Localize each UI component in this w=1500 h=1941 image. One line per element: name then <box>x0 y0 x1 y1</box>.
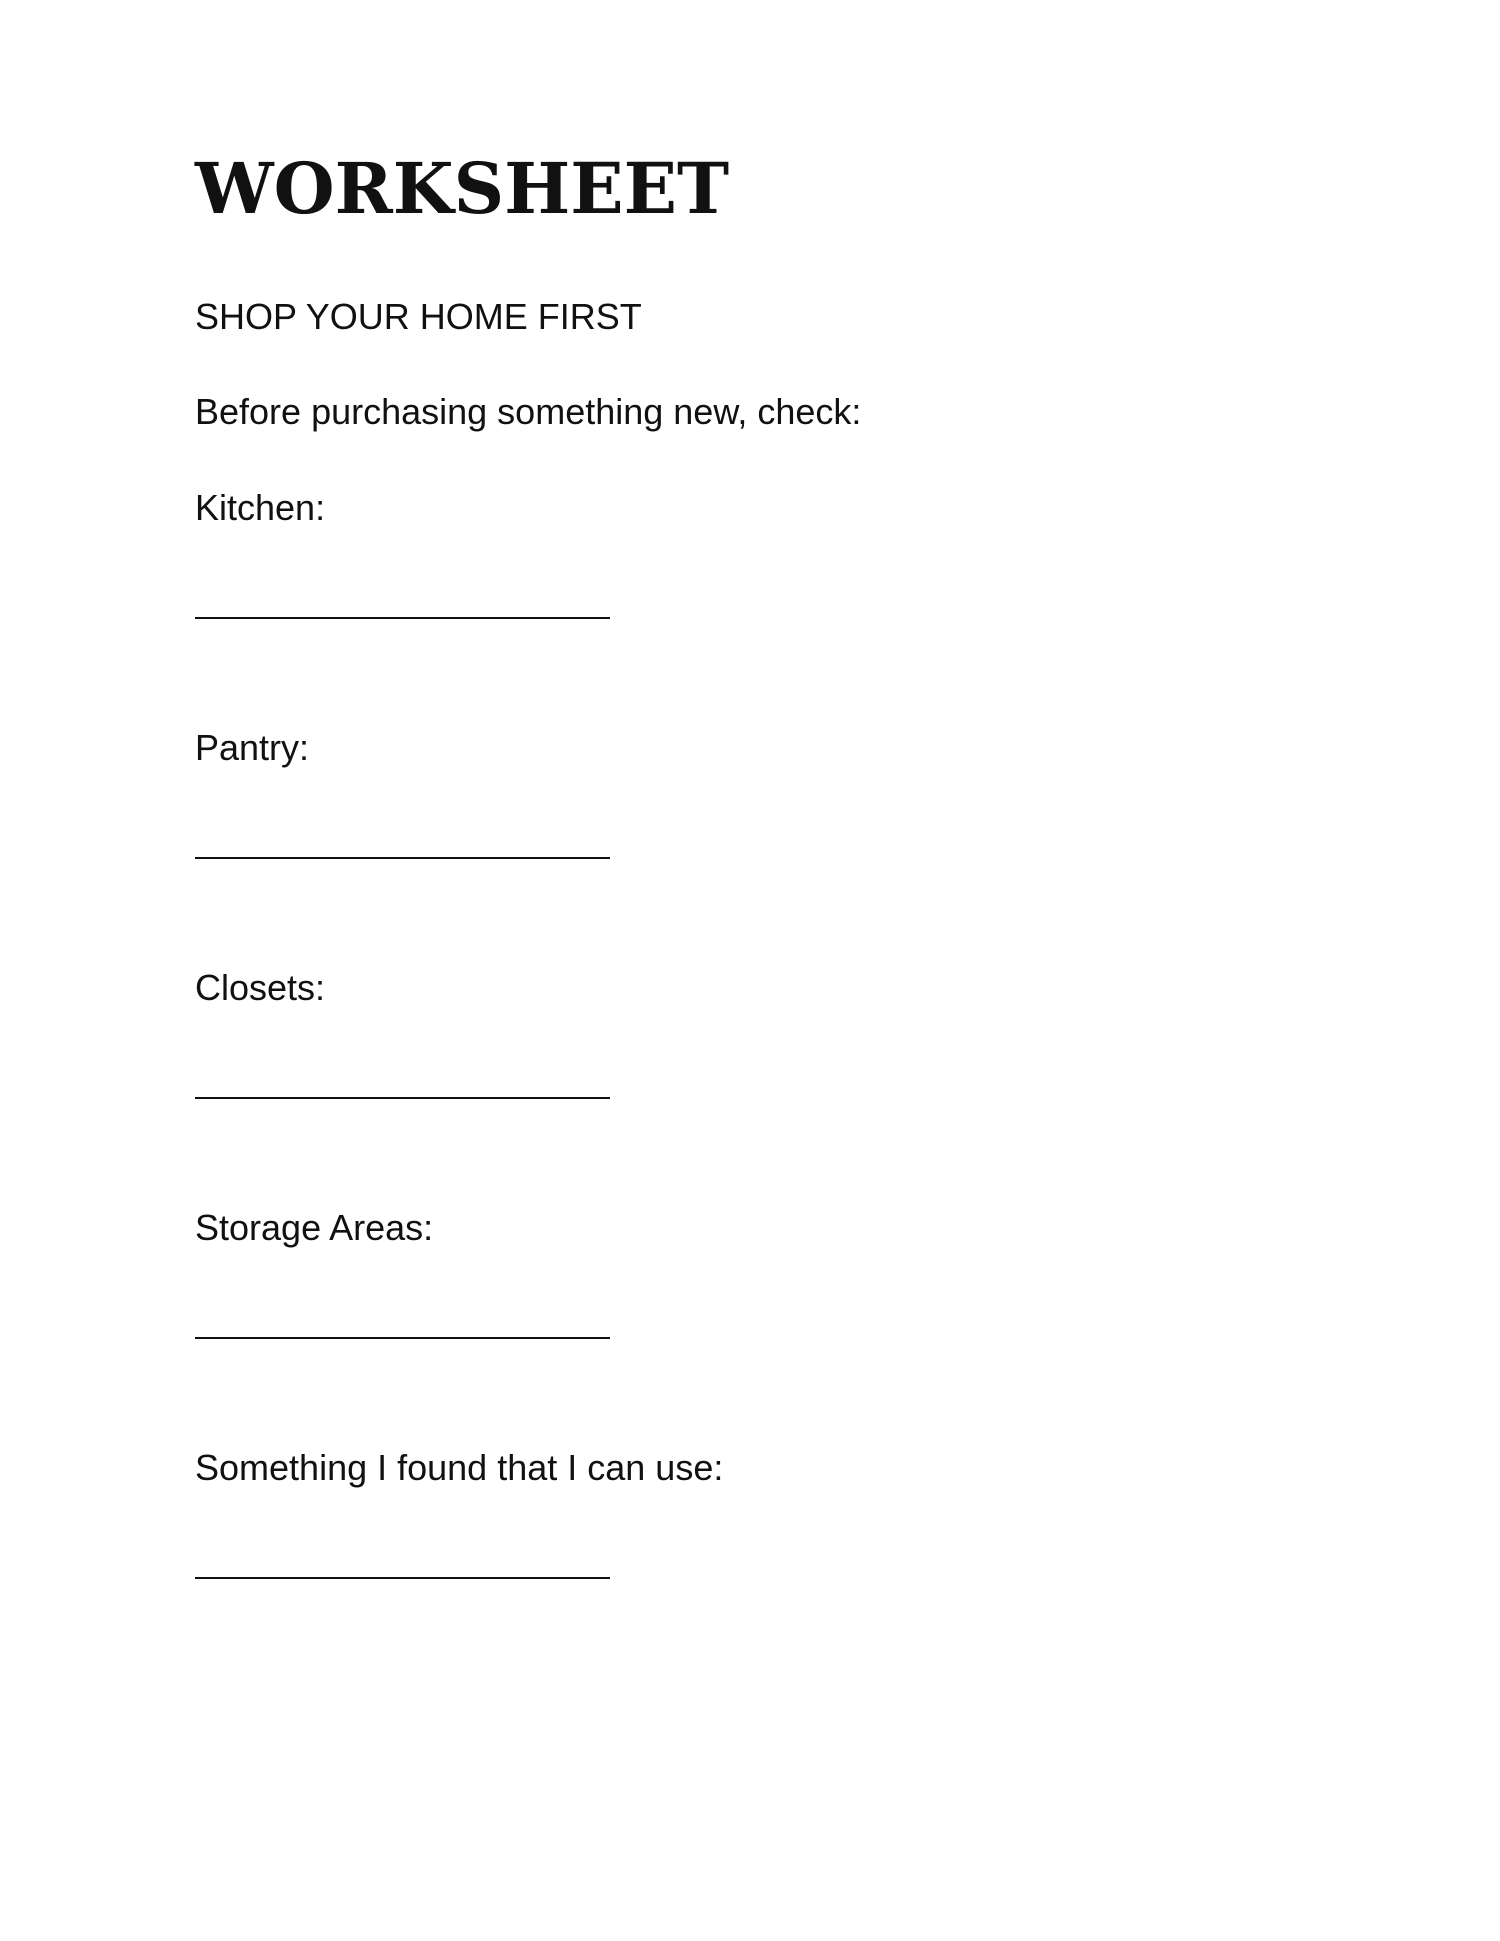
answer-line-found-item <box>195 1577 610 1579</box>
field-label-closets: Closets: <box>195 967 326 1008</box>
answer-line-pantry <box>195 857 610 859</box>
page-title: WORKSHEET <box>195 147 730 230</box>
answer-line-kitchen <box>195 617 610 619</box>
answer-line-closets <box>195 1097 610 1099</box>
worksheet-subtitle: SHOP YOUR HOME FIRST <box>195 296 642 337</box>
field-label-pantry: Pantry: <box>195 727 310 768</box>
intro-text: Before purchasing something new, check: <box>195 391 862 432</box>
field-label-storage-areas: Storage Areas: <box>195 1207 434 1248</box>
field-label-kitchen: Kitchen: <box>195 487 326 528</box>
answer-line-storage-areas <box>195 1337 610 1339</box>
field-label-found-item: Something I found that I can use: <box>195 1447 724 1488</box>
